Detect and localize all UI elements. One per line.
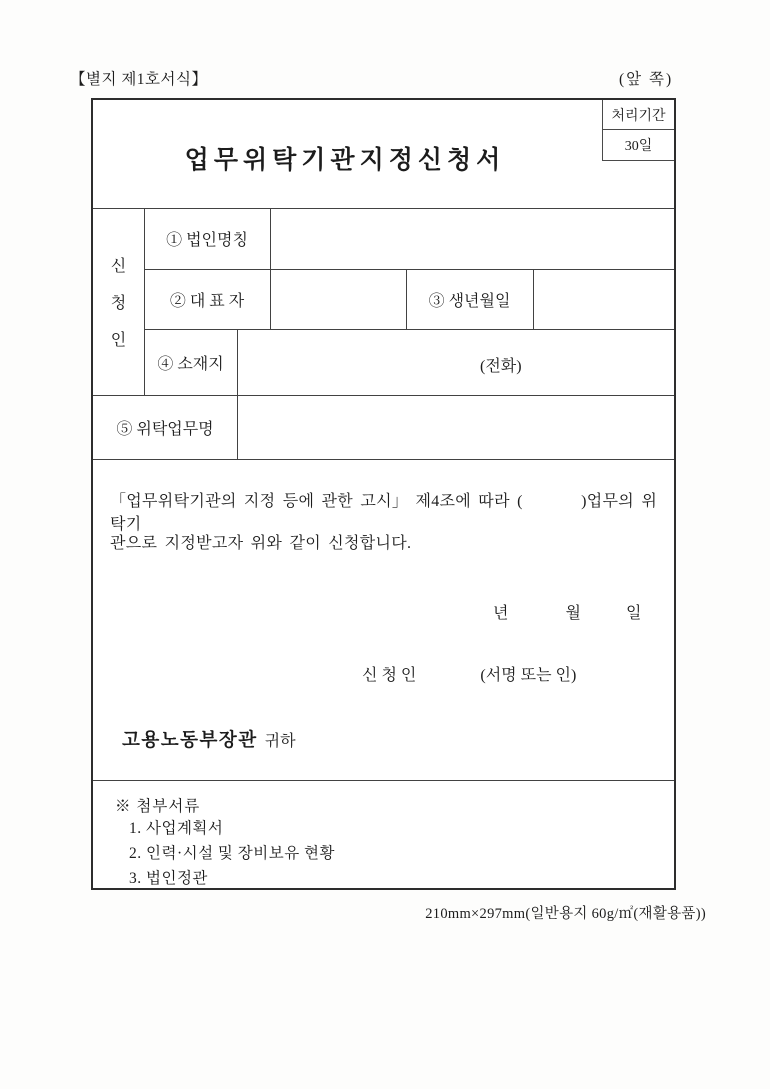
applicant-char: 인 bbox=[110, 332, 127, 349]
date-day-label: 일 bbox=[625, 605, 642, 622]
processing-period-value: 30일 bbox=[624, 139, 653, 154]
date-year-label: 년 bbox=[493, 605, 509, 622]
date-month-label: 월 bbox=[565, 605, 581, 622]
form-outer-box bbox=[91, 98, 676, 890]
representative-label: ② 대 표 자 bbox=[169, 292, 245, 310]
attachments-list bbox=[129, 816, 335, 891]
applicant-char: 신 bbox=[110, 258, 127, 275]
recipient-honorific: 귀하 bbox=[264, 733, 296, 750]
entrusted-business-label: ⑤ 위탁업무명 bbox=[116, 420, 214, 438]
processing-period-label: 처리기간 bbox=[603, 100, 674, 130]
applicant-signature-label: 신 청 인 bbox=[362, 667, 417, 684]
entrusted-business-input[interactable] bbox=[237, 395, 674, 459]
date-line bbox=[493, 600, 641, 623]
attachment-item: 2. 인력·시설 및 장비보유 현황 bbox=[129, 845, 335, 862]
signature-line bbox=[362, 662, 576, 685]
birth-date-label: ③ 생년월일 bbox=[428, 292, 511, 310]
representative-input[interactable] bbox=[270, 269, 406, 329]
recipient-line bbox=[122, 726, 296, 752]
attachment-item: 3. 법인정관 bbox=[129, 870, 208, 887]
birth-date-input[interactable] bbox=[533, 269, 674, 329]
paper-spec-label: 210mm×297mm(일반용지 60g/㎡(재활용품)) bbox=[425, 906, 706, 922]
processing-period-box bbox=[602, 100, 674, 161]
grid-line-h bbox=[93, 780, 674, 781]
form-title: 업무위탁기관지정신청서 bbox=[184, 147, 506, 174]
declaration-line-1: 「업무위탁기관의 지정 등에 관한 고시」 제4조에 따라 ( )업무의 위탁기 bbox=[110, 493, 658, 533]
attachment-item: 1. 사업계획서 bbox=[129, 820, 224, 837]
applicant-group-label bbox=[93, 208, 144, 395]
corp-name-label: ① 법인명칭 bbox=[166, 232, 248, 249]
phone-label: (전화) bbox=[480, 358, 522, 375]
form-code-label: 【별지 제1호서식】 bbox=[70, 71, 208, 88]
signature-note: (서명 또는 인) bbox=[480, 667, 577, 684]
address-label: ④ 소재지 bbox=[157, 355, 224, 373]
corp-name-input[interactable] bbox=[270, 208, 674, 269]
grid-line-h bbox=[93, 459, 674, 460]
page-side-label: (앞 쪽) bbox=[619, 71, 674, 88]
attachments-header: ※ 첨부서류 bbox=[115, 798, 201, 815]
recipient-name: 고용노동부장관 bbox=[122, 731, 258, 751]
declaration-line-2: 관으로 지정받고자 위와 같이 신청합니다. bbox=[110, 535, 412, 552]
address-input[interactable] bbox=[237, 329, 674, 395]
applicant-char: 청 bbox=[110, 295, 127, 312]
